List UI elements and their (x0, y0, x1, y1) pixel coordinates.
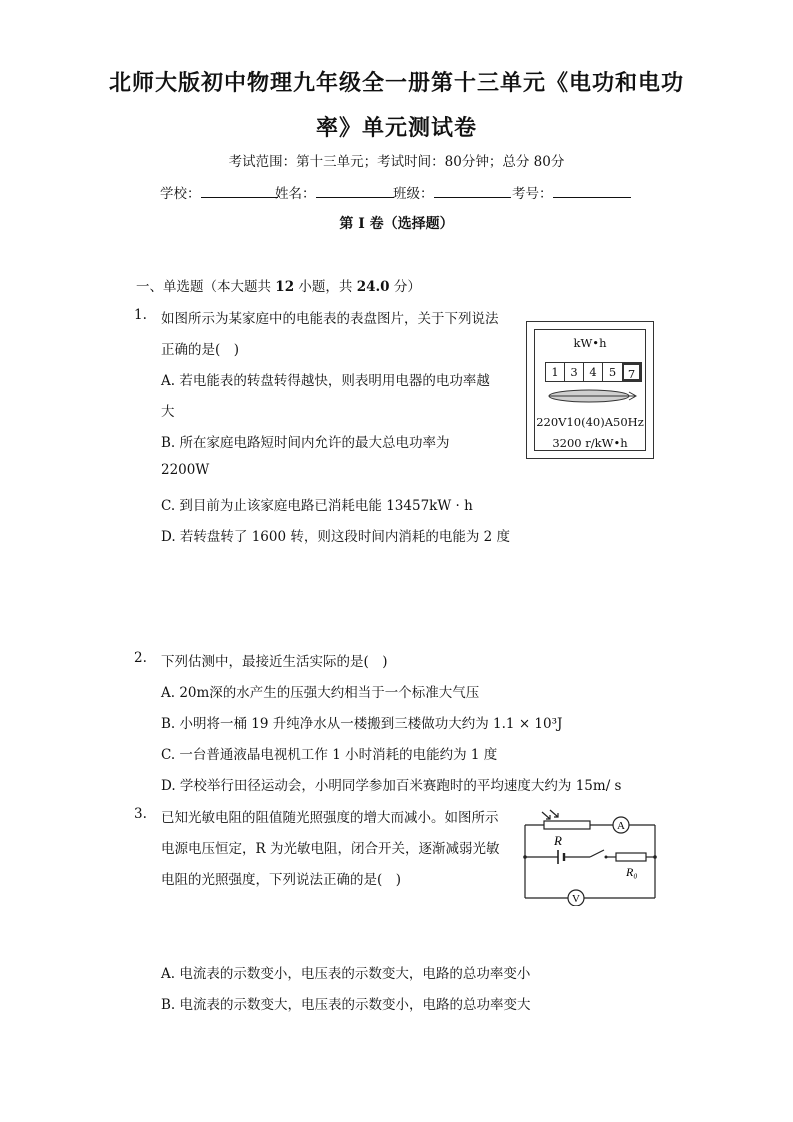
q3-option-b[interactable]: B. 电流表的示数变大，电压表的示数变小，电路的总功率变大 (161, 997, 531, 1013)
q1-option-d[interactable]: D. 若转盘转了 1600 转，则这段时间内消耗的电能为 2 度 (161, 529, 511, 545)
section-heading-suffix: 分） (389, 279, 421, 295)
q3-stem-line1: 已知光敏电阻的阻值随光照强度的增大而减小。如图所示 (161, 810, 499, 826)
meter-constant: 3200 r/kW•h (552, 436, 628, 450)
school-label: 学校： (160, 186, 201, 202)
q2-option-d[interactable]: D. 学校举行田径运动会，小明同学参加百米赛跑时的平均速度大约为 15m/ s (161, 778, 622, 794)
voltmeter-label: V (572, 893, 580, 905)
section-heading-mid: 小题，共 (294, 279, 357, 295)
q1-option-a-line2[interactable]: 大 (161, 404, 175, 420)
school-field (160, 182, 278, 202)
exam-info: 考试范围：第十三单元；考试时间：80分钟；总分 80分 (228, 154, 565, 170)
meter-digit-decimal: 7 (622, 363, 641, 381)
switch-icon (590, 850, 604, 857)
energy-meter-dial (534, 329, 646, 451)
page-title-line2: 率》单元测试卷 (315, 116, 477, 141)
class-label: 班级： (393, 186, 434, 202)
class-blank[interactable] (434, 183, 511, 198)
meter-digit: 3 (565, 363, 584, 381)
q3-stem-line3: 电阻的光照强度，下列说法正确的是( ) (161, 872, 402, 888)
q1-option-a-line1[interactable]: A. 若电能表的转盘转得越快，则表明用电器的电功率越 (161, 373, 490, 389)
q1-stem-line1: 如图所示为某家庭中的电能表的表盘图片，关于下列说法 (161, 311, 499, 327)
meter-unit-label: kW•h (573, 336, 607, 350)
ammeter-label: A (617, 820, 625, 832)
resistor-r0-label: R₀ (626, 865, 638, 879)
class-field (393, 182, 511, 202)
q3-stem-line2: 电源电压恒定，R 为光敏电阻，闭合开关，逐渐减弱光敏 (161, 841, 500, 857)
q1-stem-line2: 正确的是( ) (161, 342, 240, 358)
meter-disc-icon (543, 386, 641, 406)
exam-number-field (512, 182, 631, 202)
meter-rating: 220V10(40)A50Hz (536, 415, 644, 429)
page-title-line1: 北师大版初中物理九年级全一册第十三单元《电功和电功 (108, 71, 684, 96)
exam-number-blank[interactable] (553, 183, 631, 198)
q1-option-b-line1[interactable]: B. 所在家庭电路短时间内允许的最大总电功率为 (161, 435, 450, 451)
meter-digit: 5 (608, 365, 617, 379)
meter-digit-window (545, 362, 642, 382)
section-heading (136, 275, 421, 295)
q2-number: 2. (134, 650, 147, 666)
energy-meter-figure (526, 321, 654, 459)
circuit-diagram (520, 806, 660, 906)
q1-option-c[interactable]: C. 到目前为止该家庭电路已消耗电能 13457kW · h (161, 498, 473, 514)
light-arrows-icon (542, 810, 558, 819)
q3-option-a[interactable]: A. 电流表的示数变小，电压表的示数变大，电路的总功率变小 (161, 966, 531, 982)
name-label: 姓名： (275, 186, 316, 202)
q3-number: 3. (134, 806, 147, 822)
name-blank[interactable] (316, 183, 394, 198)
resistor-r-label: R (554, 833, 562, 848)
school-blank[interactable] (201, 183, 278, 198)
section-total-score: 24.0 (356, 279, 390, 295)
q1-number: 1. (134, 307, 147, 323)
q2-option-c[interactable]: C. 一台普通液晶电视机工作 1 小时消耗的电能约为 1 度 (161, 747, 498, 763)
q2-stem: 下列估测中，最接近生活实际的是( ) (161, 654, 388, 670)
meter-digit: 4 (584, 363, 603, 381)
exam-number-label: 考号： (512, 186, 553, 202)
photoresistor-icon (544, 821, 590, 829)
q2-option-a[interactable]: A. 20m深的水产生的压强大约相当于一个标准大气压 (161, 685, 480, 701)
section-heading-prefix: 一、单选题（本大题共 (136, 279, 276, 295)
meter-digit: 1 (546, 363, 565, 381)
resistor-r0-icon (616, 853, 646, 861)
volume-heading: 第 I 卷（选择题） (339, 216, 454, 232)
section-question-count: 12 (275, 279, 295, 295)
name-field (275, 182, 394, 202)
q2-option-b[interactable]: B. 小明将一桶 19 升纯净水从一楼搬到三楼做功大约为 1.1 × 10³J (161, 716, 563, 732)
q1-option-b-line2[interactable]: 2200W (161, 462, 210, 478)
